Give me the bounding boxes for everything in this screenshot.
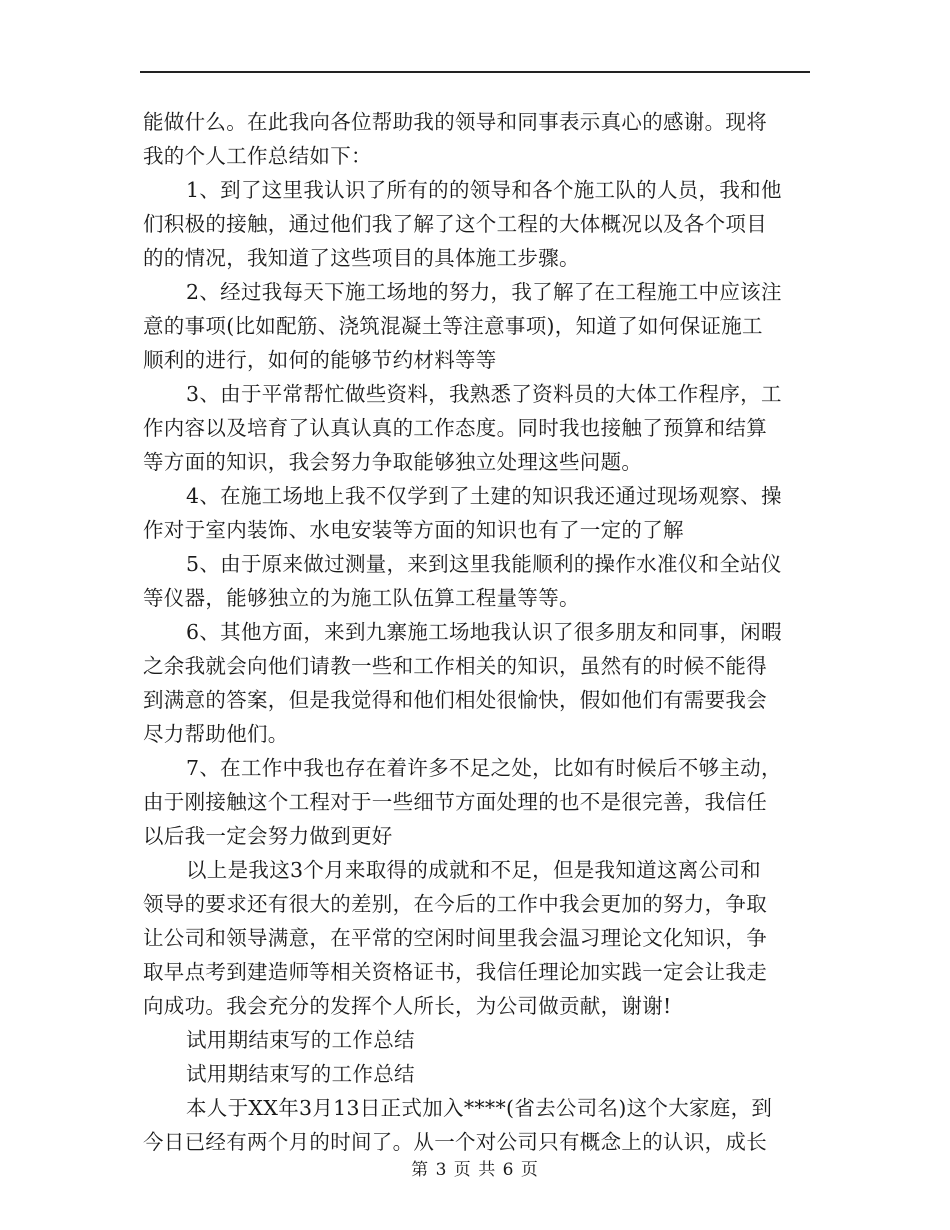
text-line: 4、在施工场地上我不仅学到了土建的知识我还通过现场观察、操 — [186, 484, 782, 508]
text-line: 之余我就会向他们请教一些和工作相关的知识，虽然有的时候不能得 — [143, 654, 767, 678]
text-line: 等仪器，能够独立的为施工队伍算工程量等等。 — [143, 586, 580, 610]
text-line: 我的个人工作总结如下： — [143, 144, 372, 168]
page-number: 第 3 页 共 6 页 — [411, 1160, 539, 1180]
text-line: 的的情况，我知道了这些项目的具体施工步骤。 — [143, 246, 580, 270]
text-line: 6、其他方面，来到九寨施工场地我认识了很多朋友和同事，闲暇 — [186, 620, 782, 644]
text-line: 3、由于平常帮忙做些资料，我熟悉了资料员的大体工作程序，工 — [186, 382, 782, 406]
text-line: 作内容以及培育了认真认真的工作态度。同时我也接触了预算和结算 — [143, 416, 767, 440]
text-line: 由于刚接触这个工程对于一些细节方面处理的也不是很完善，我信任 — [143, 790, 767, 814]
text-line: 以后我一定会努力做到更好 — [143, 824, 393, 848]
text-line: 让公司和领导满意，在平常的空闲时间里我会温习理论文化知识，争 — [143, 926, 767, 950]
text-line: 作对于室内装饰、水电安装等方面的知识也有了一定的了解 — [143, 518, 684, 542]
text-line: 顺利的进行，如何的能够节约材料等等 — [143, 348, 497, 372]
document-body — [143, 105, 803, 1159]
text-line: 5、由于原来做过测量，来到这里我能顺利的操作水准仪和全站仪 — [186, 552, 782, 576]
text-line: 领导的要求还有很大的差别，在今后的工作中我会更加的努力，争取 — [143, 892, 767, 916]
text-line: 等方面的知识，我会努力争取能够独立处理这些问题。 — [143, 450, 643, 474]
text-line: 7、在工作中我也存在着许多不足之处，比如有时候后不够主动， — [186, 756, 782, 780]
text-line: 以上是我这3个月来取得的成就和不足，但是我知道这离公司和 — [186, 858, 761, 882]
section-heading: 试用期结束写的工作总结 — [186, 1062, 415, 1086]
text-line: 们积极的接触，通过他们我了解了这个工程的大体概况以及各个项目 — [143, 212, 767, 236]
text-line: 取早点考到建造师等相关资格证书，我信任理论加实践一定会让我走 — [143, 960, 767, 984]
text-line: 2、经过我每天下施工场地的努力，我了解了在工程施工中应该注 — [186, 280, 782, 304]
text-line: 能做什么。在此我向各位帮助我的领导和同事表示真心的感谢。现将 — [143, 110, 767, 134]
text-line: 1、到了这里我认识了所有的的领导和各个施工队的人员，我和他 — [186, 178, 782, 202]
text-line: 意的事项(比如配筋、浇筑混凝土等注意事项)，知道了如何保证施工 — [143, 314, 763, 338]
section-heading: 试用期结束写的工作总结 — [186, 1028, 415, 1052]
text-line: 到满意的答案，但是我觉得和他们相处很愉快，假如他们有需要我会 — [143, 688, 767, 712]
text-line: 本人于XX年3月13日正式加入****(省去公司名)这个大家庭，到 — [186, 1096, 773, 1120]
text-line: 今日已经有两个月的时间了。从一个对公司只有概念上的认识，成长 — [143, 1130, 767, 1154]
text-line: 尽力帮助他们。 — [143, 722, 289, 746]
text-line: 向成功。我会充分的发挥个人所长，为公司做贡献，谢谢! — [143, 994, 672, 1018]
header-rule — [140, 71, 810, 73]
